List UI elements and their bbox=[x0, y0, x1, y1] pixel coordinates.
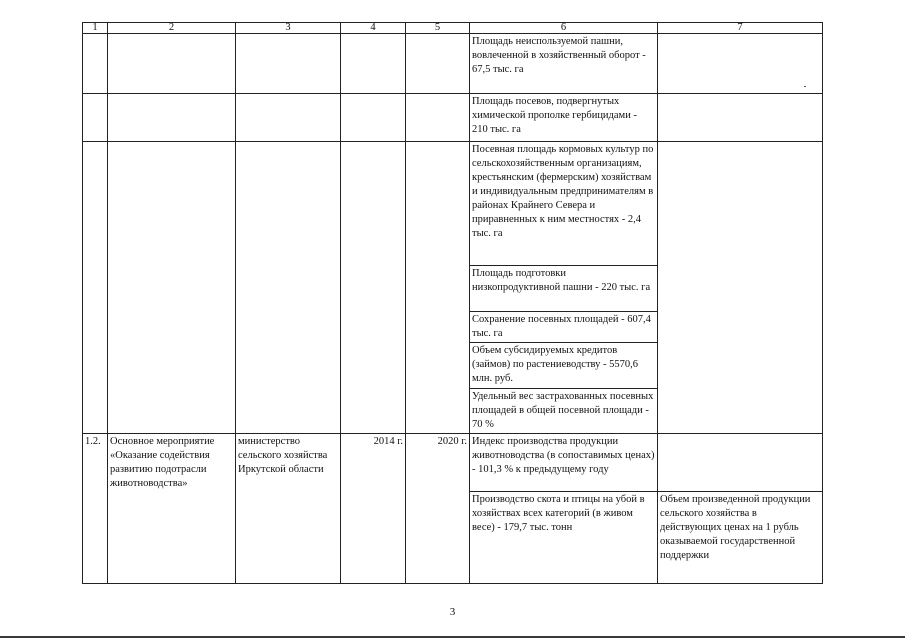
cell-num: 1.2. bbox=[83, 434, 108, 584]
cell-executor bbox=[236, 142, 341, 434]
cell-indicator: Посевная площадь кормовых культур по сельскохозяйственным организациям, крестьянским (фермерским) хозяйствам и индивидуальным предпринимателям в районах Крайнего Севера и приравненных к ним местностях - 2,4 тыс. га bbox=[470, 142, 658, 266]
cell-target: Объем произведенной продукции сельского хозяйства в действующих ценах на 1 рубль оказываемой государственной поддержки bbox=[658, 492, 823, 584]
header-cell: 5 bbox=[406, 23, 470, 34]
cell-target bbox=[658, 34, 823, 94]
table-row bbox=[83, 94, 823, 142]
header-cell: 2 bbox=[108, 23, 236, 34]
cell-target bbox=[658, 142, 823, 434]
cell-target bbox=[658, 94, 823, 142]
cell-end: 2020 г. bbox=[406, 434, 470, 584]
cell-name bbox=[108, 142, 236, 434]
cell-indicator: Объем субсидируемых кредитов (займов) по растениеводству - 5570,6 млн. руб. bbox=[470, 343, 658, 389]
program-table bbox=[82, 22, 823, 584]
table-row bbox=[83, 434, 823, 492]
table-row bbox=[83, 34, 823, 94]
cell-start: 2014 г. bbox=[341, 434, 406, 584]
cell-start bbox=[341, 34, 406, 94]
header-cell: 4 bbox=[341, 23, 406, 34]
cell-start bbox=[341, 142, 406, 434]
cell-num bbox=[83, 34, 108, 94]
header-cell: 7 bbox=[658, 23, 823, 34]
page-number: 3 bbox=[449, 606, 456, 618]
cell-target bbox=[658, 434, 823, 492]
cell-executor bbox=[236, 34, 341, 94]
cell-end bbox=[406, 94, 470, 142]
cell-indicator: Площадь подготовки низкопродуктивной пашни - 220 тыс. га bbox=[470, 266, 658, 312]
scan-speck bbox=[804, 86, 806, 87]
cell-end bbox=[406, 142, 470, 434]
cell-name bbox=[108, 34, 236, 94]
cell-num bbox=[83, 94, 108, 142]
cell-executor bbox=[236, 94, 341, 142]
cell-executor: министерство сельского хозяйства Иркутской области bbox=[236, 434, 341, 584]
table-row bbox=[83, 142, 823, 266]
cell-indicator: Площадь посевов, подвергнутых химической прополке гербицидами - 210 тыс. га bbox=[470, 94, 658, 142]
cell-indicator: Удельный вес застрахованных посевных площадей в общей посевной площади - 70 % bbox=[470, 389, 658, 434]
cell-name: Основное мероприятие «Оказание содействия развитию подотрасли животноводства» bbox=[108, 434, 236, 584]
header-row bbox=[83, 23, 823, 34]
cell-indicator: Площадь неиспользуемой пашни, вовлеченной в хозяйственный оборот - 67,5 тыс. га bbox=[470, 34, 658, 94]
cell-start bbox=[341, 94, 406, 142]
cell-name bbox=[108, 94, 236, 142]
cell-indicator: Индекс производства продукции животноводства (в сопоставимых ценах) - 101,3 % к предыдущему году bbox=[470, 434, 658, 492]
cell-indicator: Производство скота и птицы на убой в хозяйствах всех категорий (в живом весе) - 179,7 тыс. тонн bbox=[470, 492, 658, 584]
header-cell: 1 bbox=[83, 23, 108, 34]
header-cell: 3 bbox=[236, 23, 341, 34]
scan-edge bbox=[0, 636, 905, 638]
cell-end bbox=[406, 34, 470, 94]
cell-indicator: Сохранение посевных площадей - 607,4 тыс. га bbox=[470, 312, 658, 343]
header-cell: 6 bbox=[470, 23, 658, 34]
cell-num bbox=[83, 142, 108, 434]
